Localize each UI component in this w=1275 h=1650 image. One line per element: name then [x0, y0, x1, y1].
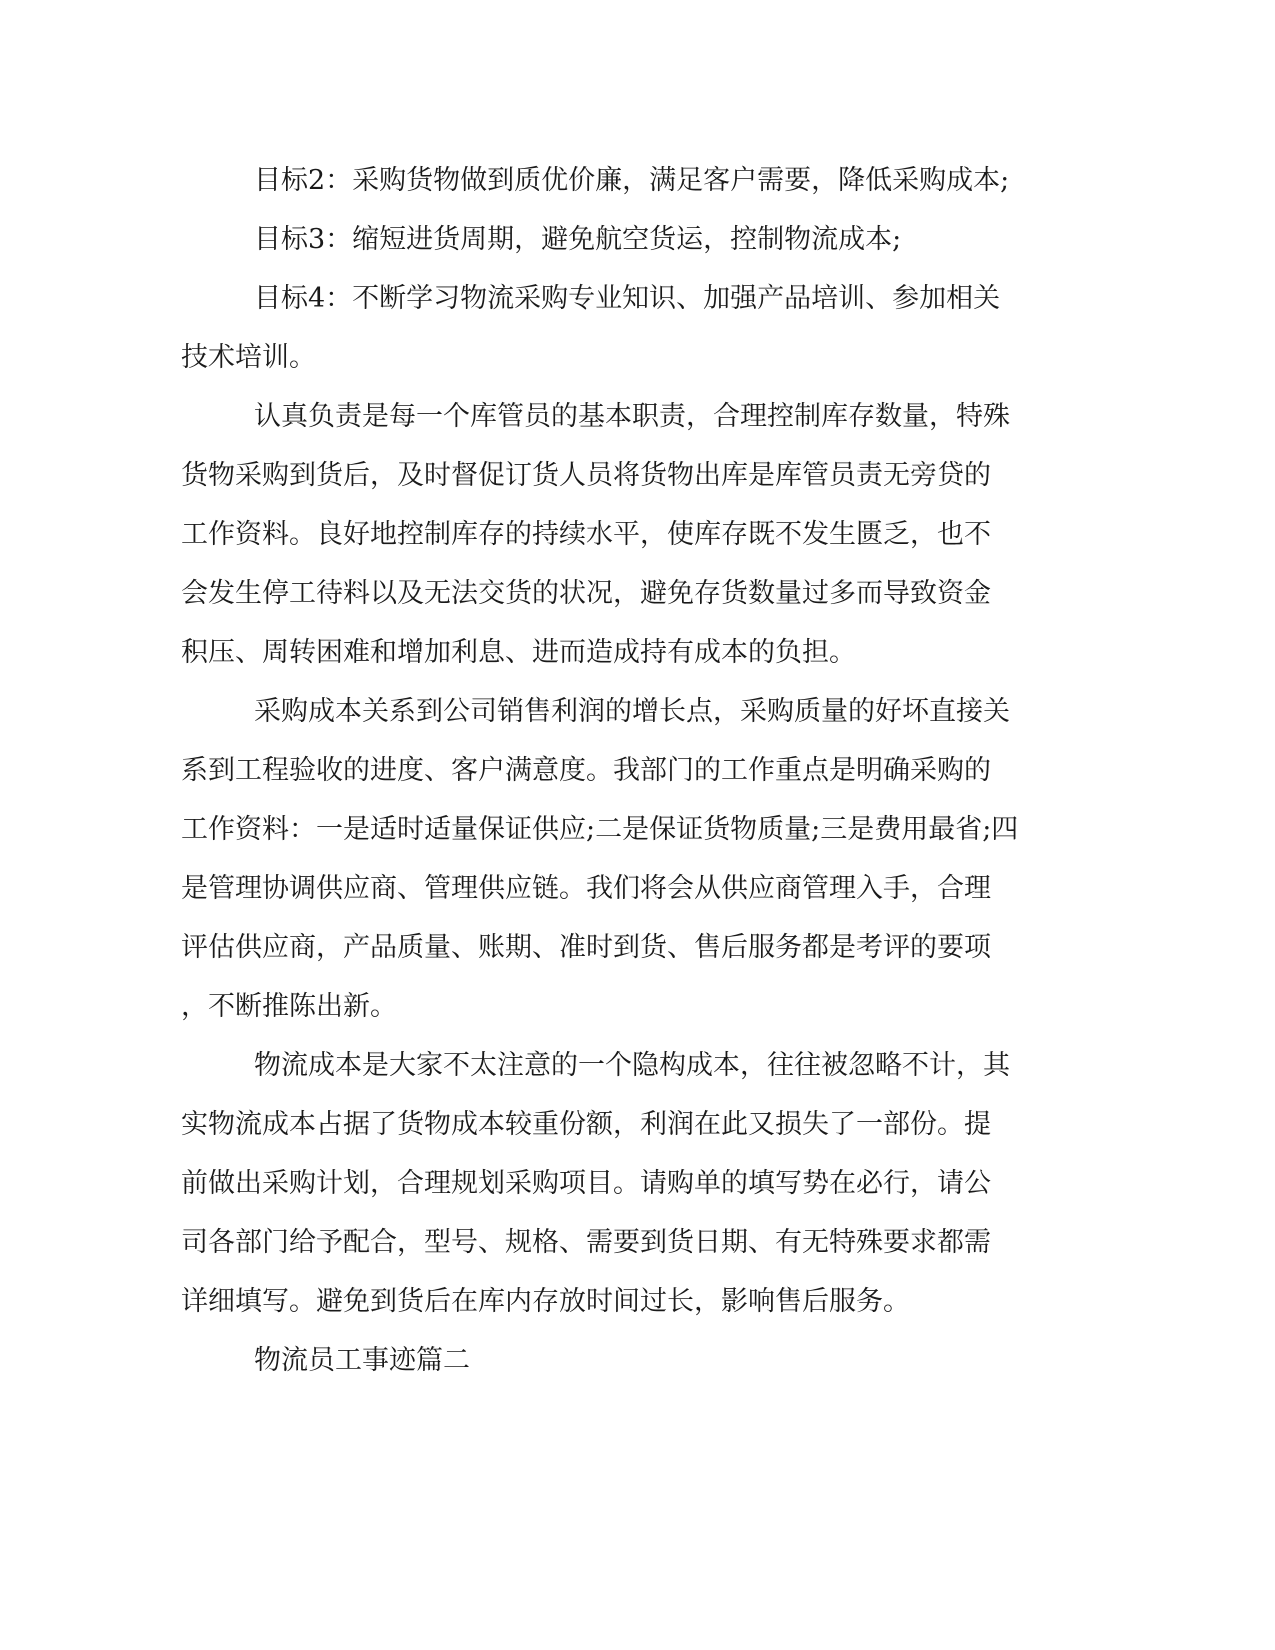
text-line — [0, 397, 1275, 437]
line-text: 工作资料。良好地控制库存的持续水平，使库存既不发生匮乏，也不 — [181, 519, 991, 550]
text-line — [0, 810, 1275, 850]
line-text: 实物流成本占据了货物成本较重份额，利润在此又损失了一部份。提 — [181, 1109, 991, 1140]
section-heading — [0, 1341, 1275, 1381]
line-text: 认真负责是每一个库管员的基本职责，合理控制库存数量，特殊 — [254, 401, 1010, 432]
text-line — [0, 633, 1275, 673]
text-line — [0, 1046, 1275, 1086]
text-line — [0, 987, 1275, 1027]
text-line — [0, 338, 1275, 378]
line-text: 评估供应商，产品质量、账期、准时到货、售后服务都是考评的要项 — [181, 932, 991, 963]
line-text: 是管理协调供应商、管理供应链。我们将会从供应商管理入手，合理 — [181, 873, 991, 904]
line-text: 物流成本是大家不太注意的一个隐构成本，往往被忽略不计，其 — [254, 1050, 1010, 1081]
text-line — [0, 220, 1275, 260]
text-line — [0, 279, 1275, 319]
line-text: 会发生停工待料以及无法交货的状况，避免存货数量过多而导致资金 — [181, 578, 991, 609]
text-line — [0, 574, 1275, 614]
line-text: 前做出采购计划，合理规划采购项目。请购单的填写势在必行，请公 — [181, 1168, 991, 1199]
text-line — [0, 928, 1275, 968]
line-text: 目标2：采购货物做到质优价廉，满足客户需要，降低采购成本; — [254, 165, 1010, 196]
line-text: 详细填写。避免到货后在库内存放时间过长，影响售后服务。 — [181, 1286, 910, 1317]
text-line — [0, 515, 1275, 555]
text-line — [0, 869, 1275, 909]
line-text: 物流员工事迹篇二 — [254, 1345, 470, 1376]
text-line — [0, 456, 1275, 496]
line-text: 积压、周转困难和增加利息、进而造成持有成本的负担。 — [181, 637, 856, 668]
line-text: 目标3：缩短进货周期，避免航空货运，控制物流成本; — [254, 224, 902, 255]
line-text: 货物采购到货后，及时督促订货人员将货物出库是库管员责无旁贷的 — [181, 460, 991, 491]
text-line — [0, 692, 1275, 732]
text-line — [0, 1164, 1275, 1204]
line-text: 目标4：不断学习物流采购专业知识、加强产品培训、参加相关 — [254, 283, 1001, 314]
line-text: 司各部门给予配合，型号、规格、需要到货日期、有无特殊要求都需 — [181, 1227, 991, 1258]
line-text: ，不断推陈出新。 — [181, 991, 397, 1022]
line-text: 采购成本关系到公司销售利润的增长点，采购质量的好坏直接关 — [254, 696, 1010, 727]
text-line — [0, 1282, 1275, 1322]
line-text: 技术培训。 — [181, 342, 316, 373]
line-text: 系到工程验收的进度、客户满意度。我部门的工作重点是明确采购的 — [181, 755, 991, 786]
text-line — [0, 751, 1275, 791]
text-line — [0, 1223, 1275, 1263]
line-text: 工作资料：一是适时适量保证供应;二是保证货物质量;三是费用最省;四 — [181, 814, 1019, 845]
text-line — [0, 1105, 1275, 1145]
text-line — [0, 161, 1275, 201]
